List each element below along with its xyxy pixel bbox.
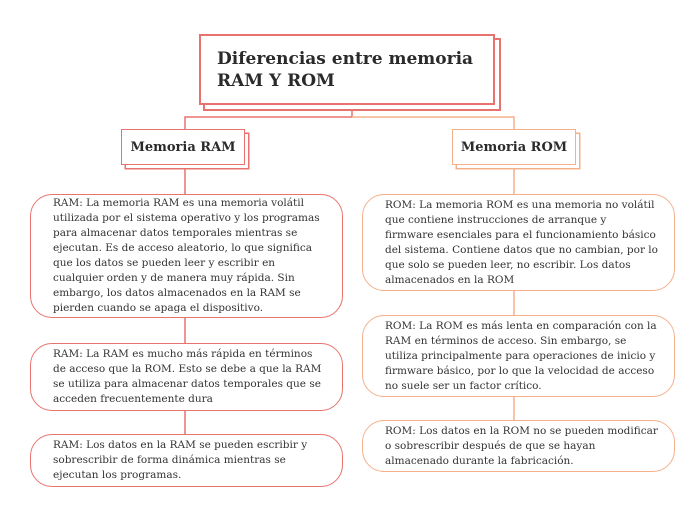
rom-node-text: ROM: La memoria ROM es una memoria no volátil que contiene instrucciones de arranque y firmware esenciales para el funcionamiento básico del sistema. Contiene datos que no cambian, por lo que solo se pueden leer, no escribir. Los datos almacenados en la ROM <box>385 198 658 286</box>
connector-title-to-ram <box>185 117 352 129</box>
ram-node-text: RAM: Los datos en la RAM se pueden escribir y sobrescribir de forma dinámica mientras se ejecutan los programas. <box>53 439 308 481</box>
ram-node-speed[interactable] <box>30 343 343 411</box>
category-memoria-rom[interactable]: Memoria ROM <box>452 129 576 165</box>
rom-node-nonvolatile[interactable] <box>362 194 675 291</box>
connector-title-to-rom <box>352 117 514 129</box>
rom-node-speed[interactable] <box>362 315 675 397</box>
rom-node-text: ROM: Los datos en la ROM no se pueden modificar o sobrescribir después de que se hayan almacenado durante la fabricación. <box>385 424 658 467</box>
ram-node-text: RAM: La RAM es mucho más rápida en términos de acceso que la ROM. Esto se debe a que la RAM se utiliza para almacenar datos temporales que se acceden frecuentemente dura <box>53 348 322 405</box>
category-memoria-ram[interactable]: Memoria RAM <box>121 129 245 165</box>
ram-node-volatile[interactable] <box>30 194 343 318</box>
ram-node-text: RAM: La memoria RAM es una memoria volátil utilizada por el sistema operativo y los programas para almacenar datos temporales mientras se ejecutan. Es de acceso aleatorio, lo que significa que los datos se pueden leer y escribir en cualquier orden y de manera muy rápida. Sin embargo, los datos almacenados en la RAM se pierden cuando se apaga el dispositivo. <box>53 197 320 314</box>
ram-node-write[interactable] <box>30 434 343 487</box>
main-title[interactable]: Diferencias entre memoria RAM Y ROM <box>199 34 495 105</box>
rom-node-text: ROM: La ROM es más lenta en comparación con la RAM en términos de acceso. Sin embargo, se utiliza principalmente para operaciones de inicio y firmware básico, por lo que la velocidad de acceso no suele ser un factor crítico. <box>385 319 657 392</box>
rom-node-readonly[interactable] <box>362 420 675 472</box>
